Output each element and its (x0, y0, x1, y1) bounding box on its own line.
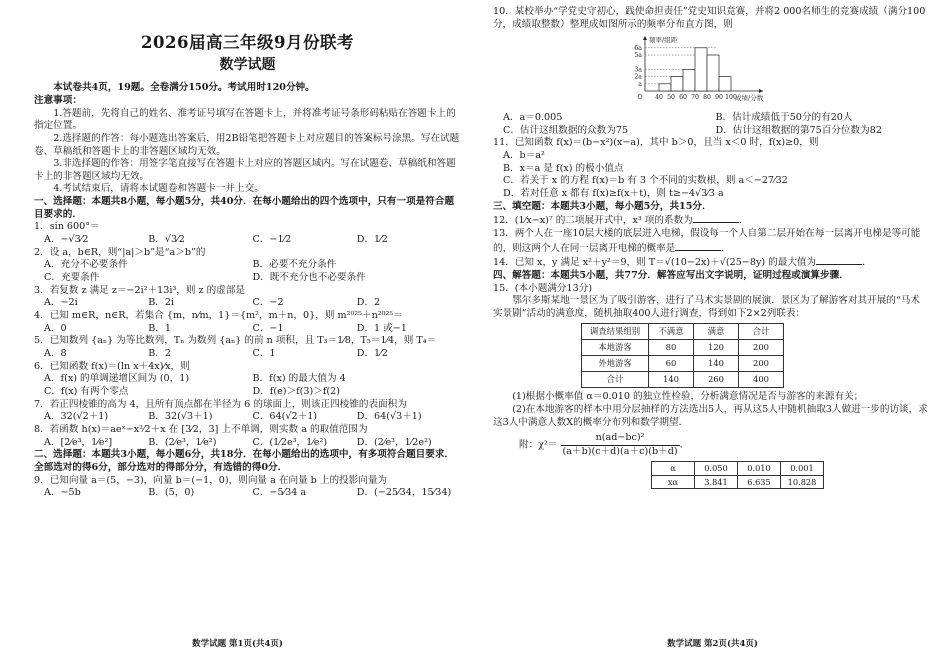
question-5-options (44, 348, 461, 361)
option-c: C．−1 (252, 322, 284, 334)
question-10-options (503, 112, 928, 137)
option-a: A．−√3⁄2 (44, 234, 89, 246)
question-11: 11．已知函数 f(x)＝(b−x²)(x−a)，其中 b＞0，且当 x＜0 时，f(x)≥0，则 (493, 137, 819, 149)
table-cell: 400 (739, 372, 784, 388)
notice-1: 1.答题前，先将自己的姓名、准考证号填写在答题卡上，并将准考证号条形码粘贴在答题卡上的指定位置。 (34, 107, 456, 132)
chi-square-formula: 附：χ²＝ $\frac{\text{n(ad−bc)²}}{(a+b)(c+d)(a+c)(b+d)}$ ． (519, 432, 690, 458)
table-row (582, 356, 784, 372)
option-b: B．必要不充分条件 (252, 259, 337, 271)
answer-blank (675, 241, 721, 251)
option-d: D．64(√3＋1) (356, 411, 422, 423)
histogram-bar (671, 77, 683, 91)
table-cell: 80 (649, 340, 694, 356)
table-row (582, 372, 784, 388)
table-header-cell: 调查结果组别 (582, 324, 649, 340)
y-tick-label: 5a (634, 52, 642, 60)
option-c: C．充要条件 (44, 272, 100, 284)
question-1: 1．sin 600°＝ (34, 221, 100, 233)
table-cell: 120 (694, 340, 739, 356)
question-1-options (44, 234, 461, 247)
x-tick-label: 90 (715, 94, 723, 102)
table-row (652, 475, 824, 489)
option-c: C．−1⁄2 (252, 234, 292, 246)
question-6: 6．已知函数 f(x)＝(ln x＋4x)⁄x，则 (34, 360, 190, 372)
question-15-part-1: (1)根据小概率值 α＝0.010 的独立性检验，分析满意情况是否与游客的来源有关； (512, 391, 864, 403)
option-a: A．−5b (44, 487, 81, 499)
table-row (652, 461, 824, 475)
exam-intro: 本试卷共4页，19题。全卷满分150分。考试用时120分钟。 (53, 82, 315, 94)
x-tick-label: 50 (667, 94, 675, 102)
option-a: A．0 (44, 322, 67, 334)
question-13-text: 13．两个人在一座10层大楼的底层进入电梯，假设每一个人自第二层开始在每一层离开电梯是等可能的，则这两个人在同一层离开电梯的概率是 (493, 227, 921, 254)
formula-denominator: (a＋b)(c＋d)(a＋c)(b＋d) (562, 446, 678, 458)
formula-numerator: n(ad−bc)² (561, 432, 680, 446)
option-a: A．−2i (44, 297, 78, 309)
section-1-heading: 一、选择题：本题共8小题，每小题5分，共40分．在每小题给出的四个选项中，只有一项是符合题目要求的． (34, 196, 455, 220)
table-cell: 60 (649, 356, 694, 372)
answer-blank (816, 255, 862, 265)
table-cell: 140 (649, 372, 694, 388)
option-d: D．1 或−1 (356, 322, 407, 334)
table-cell: 6.635 (738, 475, 781, 489)
option-a: A．32(√2＋1) (44, 411, 109, 423)
answer-blank (693, 213, 739, 223)
option-b: B．(5，0) (148, 487, 195, 499)
table-row (582, 340, 784, 356)
option-d: D．估计这组数据的第75百分位数为82 (715, 124, 882, 136)
table-cell: 200 (739, 356, 784, 372)
question-2: 2．设 a，b∈R，则“|a|＞b”是“a＞b”的 (34, 246, 206, 258)
option-b: B．√3⁄2 (148, 234, 185, 246)
table-cell: 外地游客 (582, 356, 649, 372)
option-b: B．1 (148, 322, 171, 334)
x-axis-arrow (759, 89, 763, 93)
question-8-options (44, 437, 461, 450)
exam-page-2 (475, 0, 950, 659)
section-2-heading: 二、选择题：本题共3小题，每小题6分，共18分．在每小题给出的选项中，有多项符合题目要求．全部选对的得6分，部分选对的得部分分，有选错的得0分． (34, 449, 455, 473)
table-cell: 260 (694, 372, 739, 388)
question-6-options (44, 373, 461, 398)
table-cell: 200 (739, 340, 784, 356)
section-4-heading: 四、解答题：本题共5小题，共77分．解答应写出文字说明，证明过程或演算步骤． (493, 269, 849, 281)
table-cell: 合计 (582, 372, 649, 388)
option-b: B．32(√3＋1) (148, 411, 213, 423)
question-15-part-2: (2)在本地游客的样本中用分层抽样的方法选出5人，再从这5人中随机抽取3人做进一步的访谈，求这3人中满意人数X的概率分布列和数学期望． (493, 404, 928, 428)
question-3-options (44, 297, 461, 310)
y-axis-arrow (643, 36, 647, 40)
table-cell: 140 (694, 356, 739, 372)
question-14-text: 14．已知 x，y 满足 x²＋y²＝9，则 T＝√(10−2x)＋√(25−8y) 的最大值为 (493, 257, 817, 269)
y-tick-label: 3a (634, 66, 642, 74)
question-10: 10．某校举办“学党史守初心，践使命担责任”党史知识竞赛，并将2 000名师生的竞赛成绩（满分100分，成绩取整数）整理成如图所示的频率分布直方图，则 (493, 6, 926, 30)
question-12: 12．(1⁄x−x)⁷ 的二项展开式中，x³ 项的系数为 ． (493, 215, 749, 227)
table-header-cell: 不满意 (649, 324, 694, 340)
notice-heading: 注意事项： (34, 94, 82, 106)
notice-2: 2.选择题的作答：每小题选出答案后，用2B铅笔把答题卡上对应题目的答案标号涂黑。写在试题卷、草稿纸和答题卡上的非答题区域均无效。 (34, 132, 460, 157)
question-3: 3．若复数 z 满足 z＝−2i²＋13i³，则 z 的虚部是 (34, 284, 246, 296)
option-d: D．若对任意 x 都有 f(x)≥f(x＋t)，则 t≥−4√3⁄3 a (503, 187, 724, 199)
option-d: D．f(e)＞f(3)＞f(2) (252, 385, 340, 397)
question-13: 13．两个人在一座10层大楼的底层进入电梯，假设每一个人自第二层开始在每一层离开电梯是等可能的，则这两个人在同一层离开电梯的概率是 ． (493, 227, 921, 254)
option-c: C．−2 (252, 297, 284, 309)
table-cell: 0.010 (738, 461, 781, 475)
table-cell: 0.001 (781, 461, 824, 475)
contingency-table (581, 323, 784, 388)
table-cell: xα (652, 475, 695, 489)
section-3-heading: 三、填空题：本题共3小题，每小题5分，共15分． (493, 200, 712, 212)
option-c: C．64(√2＋1) (252, 411, 318, 423)
table-header-row (582, 324, 784, 340)
formula-prefix: 附：χ²＝ (519, 440, 558, 452)
notice-3: 3.非选择题的作答：用签字笔直接写在答题卡上对应的答题区域内。写在试题卷、草稿纸和答题卡上的非答题区域均无效。 (34, 158, 456, 182)
histogram-bar (695, 48, 707, 91)
option-c: C．(1⁄2e³，1⁄e²) (252, 436, 328, 448)
table-cell: α (652, 461, 695, 475)
question-2-options (44, 259, 461, 284)
table-header-cell: 满意 (694, 324, 739, 340)
option-b: B．f(x) 的最大值为 4 (252, 373, 346, 385)
option-a: A．b＝a² (503, 149, 545, 161)
option-d: D．(−25⁄34，15⁄34) (356, 487, 452, 499)
option-d: D．1⁄2 (356, 348, 388, 360)
option-c: C．f(x) 有两个零点 (44, 385, 129, 397)
option-c: C．估计这组数据的众数为75 (503, 124, 629, 136)
x-tick-label: 70 (691, 94, 699, 102)
option-a: A．a＝0.005 (503, 111, 563, 123)
table-header-cell: 合计 (739, 324, 784, 340)
question-4-options (44, 323, 461, 336)
frequency-histogram (617, 33, 847, 105)
question-14: 14．已知 x，y 满足 x²＋y²＝9，则 T＝√(10−2x)＋√(25−8y) 的最大值为 ． (493, 257, 872, 269)
question-8: 8．若函数 h(x)＝aeˣ−x²⁄2＋x 在 [3⁄2，3] 上不单调，则实数 a 的取值范围为 (34, 423, 368, 435)
histogram-bar (659, 84, 671, 91)
formula-fraction (561, 432, 680, 458)
question-15-body: 鄂尔多斯某地一景区为了吸引游客，进行了马术实景剧的展演．景区为了解游客对其开展的“马术实景剧”活动的满意度，随机抽取400人进行调查，得到如下2×2列联表： (493, 295, 921, 319)
x-axis-label: 成绩/分数 (735, 94, 764, 103)
y-tick-label: 6a (634, 45, 642, 53)
exam-title: 2026届高三年级9月份联考 (141, 33, 354, 52)
option-a: A．f(x) 的单调递增区间为 (0，1) (44, 373, 190, 385)
table-cell: 0.050 (695, 461, 738, 475)
question-15-heading: 15．(本小题满分13分) (493, 282, 593, 294)
page-2-footer: 数学试题 第2页(共4页) (667, 638, 758, 649)
y-axis-label: 频率/组距 (649, 36, 678, 45)
x-tick-label: 40 (655, 94, 663, 102)
option-b: B．2 (148, 348, 171, 360)
table-cell: 3.841 (695, 475, 738, 489)
question-9-options (44, 487, 461, 500)
histogram-bar (707, 55, 719, 91)
critical-value-table (651, 461, 824, 490)
option-c: C．−5⁄34 a (252, 487, 307, 499)
option-d: D．2 (356, 297, 381, 309)
y-tick-label: a (638, 81, 642, 89)
option-b: B．x＝a 是 f(x) 的极小值点 (503, 162, 624, 174)
option-a: A．充分不必要条件 (44, 259, 128, 271)
x-tick-label: 80 (703, 94, 711, 102)
table-cell: 本地游客 (582, 340, 649, 356)
table-cell: 10.828 (781, 475, 824, 489)
x-tick-label: O (637, 94, 643, 102)
option-c: C．1 (252, 348, 276, 360)
option-b: B．估计成绩低于50分的有20人 (715, 111, 853, 123)
question-5: 5．已知数列 {aₙ} 为等比数列，Tₙ 为数列 {aₙ} 的前 n 项积，且 T₃＝1⁄8，T₅＝1⁄4，则 T₄＝ (34, 335, 437, 347)
question-4: 4．已知 m∈R，n∈R，若集合 {m，n⁄m，1}＝{m²，m＋n，0}，则 m²⁰²⁵＋n²⁰²⁵＝ (34, 310, 403, 322)
notice-4: 4.考试结束后，请将本试题卷和答题卡一并上交。 (53, 183, 264, 195)
question-7: 7．若正四棱锥的高为 4，且所有顶点都在半径为 6 的球面上，则该正四棱锥的表面积为 (34, 398, 407, 410)
option-b: B．2i (148, 297, 175, 309)
histogram-bar (719, 77, 731, 91)
option-d: D．(2⁄e³，1⁄2e²) (356, 436, 432, 448)
option-a: A．[2⁄e³，1⁄e²] (44, 436, 113, 448)
histogram-bar (683, 70, 695, 92)
x-tick-label: 100 (725, 94, 737, 102)
question-12-text: 12．(1⁄x−x)⁷ 的二项展开式中，x³ 项的系数为 (493, 215, 693, 227)
page-1-footer: 数学试题 第1页(共4页) (192, 638, 283, 649)
option-b: B．(2⁄e³，1⁄e²) (148, 436, 217, 448)
x-tick-label: 60 (679, 94, 687, 102)
question-9: 9．已知向量 a＝(5，−3)，向量 b＝(−1，0)，则向量 a 在向量 b 上的投影向量为 (34, 474, 388, 486)
option-a: A．8 (44, 348, 67, 360)
option-c: C．若关于 x 的方程 f(x)＝b 有 3 个不同的实数根，则 a＜−27⁄32 (503, 175, 788, 187)
question-7-options (44, 411, 461, 424)
option-d: D．既不充分也不必要条件 (252, 272, 366, 284)
y-tick-label: 2a (634, 73, 642, 81)
option-d: D．1⁄2 (356, 234, 388, 246)
exam-subject: 数学试题 (219, 56, 276, 73)
